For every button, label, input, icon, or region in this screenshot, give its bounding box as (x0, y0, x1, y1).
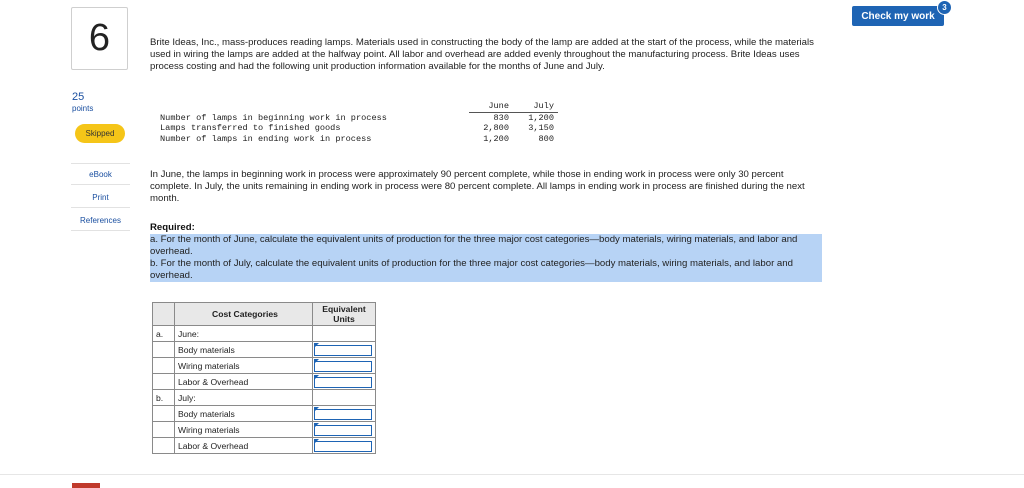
header-equivalent-units: Equivalent Units (313, 303, 376, 326)
ebook-link[interactable]: eBook (71, 163, 130, 185)
completion-text: In June, the lamps in beginning work in process were approximately 90 percent complete, while those in ending work in process were only 30 percent complete. In July, the units remaining in ending work in process were 80 percent complete. All lamps in ending work in process are finished during the next month. (150, 169, 805, 204)
print-link[interactable]: Print (71, 187, 130, 208)
table-row (153, 438, 376, 454)
production-data-table (160, 101, 558, 144)
june-wiring-materials-input[interactable] (314, 361, 372, 372)
table-row (153, 406, 376, 422)
col-june: June (469, 101, 509, 113)
section-title: June: (175, 326, 313, 342)
row-label: Number of lamps in ending work in process (160, 133, 372, 144)
table-row (153, 326, 376, 342)
row-june: 830 (493, 112, 509, 123)
june-body-materials-input[interactable] (314, 345, 372, 356)
row-july: 800 (538, 133, 554, 144)
row-label: Number of lamps in beginning work in process (160, 112, 387, 123)
input-marker-icon (314, 423, 319, 428)
references-link[interactable]: References (71, 210, 130, 231)
row-label: Wiring materials (175, 358, 313, 374)
input-marker-icon (314, 359, 319, 364)
row-label: Body materials (175, 342, 313, 358)
data-table-header (160, 101, 558, 113)
table-row (153, 390, 376, 406)
col-july: July (509, 101, 558, 113)
input-marker-icon (314, 375, 319, 380)
section-letter: a. (153, 326, 175, 342)
points-label: points (72, 104, 94, 113)
july-body-materials-input[interactable] (314, 409, 372, 420)
row-june: 2,800 (483, 123, 509, 133)
problem-intro: Brite Ideas, Inc., mass-produces reading lamps. Materials used in constructing the body of the lamp are added at the start of the process, while the materials used in wiring the lamps are added at the halfway point. All labor and overhead are added evenly throughout the manufacturing process. Brite Ideas uses process costing and had the following unit production information available for the months of June and July. (150, 37, 814, 72)
row-label: Wiring materials (175, 422, 313, 438)
check-my-work-button[interactable]: Check my work (852, 6, 944, 26)
table-row (153, 358, 376, 374)
required-title: Required: (150, 222, 195, 233)
table-row (160, 113, 558, 124)
requirement-a: a. For the month of June, calculate the equivalent units of production for the three major cost categories—body materials, wiring materials, and labor and overhead. (150, 234, 822, 258)
july-labor-overhead-input[interactable] (314, 441, 372, 452)
table-row (160, 134, 558, 145)
publisher-logo-icon (72, 483, 100, 488)
footer-divider (0, 474, 1024, 475)
input-marker-icon (314, 343, 319, 348)
section-title: July: (175, 390, 313, 406)
points-info (72, 92, 93, 114)
table-row (153, 342, 376, 358)
answer-table (152, 302, 376, 454)
july-wiring-materials-input[interactable] (314, 425, 372, 436)
header-cost-categories: Cost Categories (175, 303, 313, 326)
row-label: Body materials (175, 406, 313, 422)
points-value: 25 (72, 91, 85, 103)
row-july: 3,150 (528, 123, 554, 133)
required-section (150, 222, 822, 282)
row-label: Lamps transferred to finished goods (160, 123, 341, 133)
header-blank (153, 303, 175, 326)
skipped-badge: Skipped (75, 124, 125, 143)
table-row (160, 123, 558, 134)
row-label: Labor & Overhead (175, 374, 313, 390)
check-attempts-badge: 3 (937, 0, 952, 15)
table-row (153, 374, 376, 390)
table-row (153, 422, 376, 438)
resource-links (71, 163, 130, 233)
input-marker-icon (314, 439, 319, 444)
row-june: 1,200 (483, 133, 509, 144)
input-marker-icon (314, 407, 319, 412)
june-labor-overhead-input[interactable] (314, 377, 372, 388)
requirement-b: b. For the month of July, calculate the equivalent units of production for the three major cost categories—body materials, wiring materials, and labor and overhead. (150, 258, 822, 282)
question-number: 6 (71, 7, 128, 70)
row-july: 1,200 (528, 112, 554, 123)
section-letter: b. (153, 390, 175, 406)
row-label: Labor & Overhead (175, 438, 313, 454)
